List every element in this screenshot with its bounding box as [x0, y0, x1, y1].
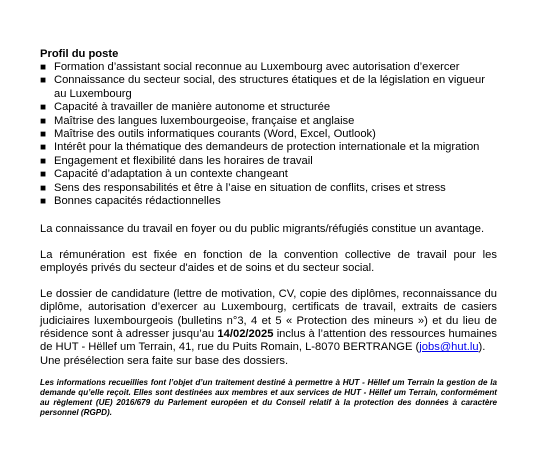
deadline-date: 14/02/2025	[217, 327, 274, 340]
remuneration-paragraph: La rémunération est fixée en fonction de la convention collective de travail pour les employés privés du secteur d'aides et de soins et du secteur social.	[40, 248, 497, 275]
profile-heading: Profil du poste	[40, 48, 119, 60]
bullet-icon: ■	[40, 115, 47, 127]
application-paragraph	[40, 288, 497, 368]
bullet-icon: ■	[40, 102, 47, 114]
bullet-icon: ■	[40, 142, 47, 154]
application-text-end: ).	[478, 341, 486, 354]
profile-item	[40, 182, 497, 195]
spacer	[40, 276, 497, 288]
bullet-icon: ■	[40, 155, 47, 167]
privacy-notice: Les informations recueillies font l’objet d’un traitement destiné à permettre à HUT - Hëllef um Terrain la gestion de la demande qu’elle reçoit. Elles sont destinées aux membres et aux services de HUT - Hëllef um Terrain, conformément au règlement (UE) 2016/679 du Parlement européen et du Conseil relatif à la protection des données à caractère personnel (RGPD).	[40, 378, 497, 418]
profile-item	[40, 141, 497, 154]
profile-item-text: Capacité à travailler de manière autonome et structurée	[54, 101, 331, 114]
profile-item	[40, 195, 497, 208]
profile-item-text: Capacité d’adaptation à un contexte changeant	[54, 168, 288, 181]
bullet-icon: ■	[40, 62, 47, 73]
profile-item-text: Formation d’assistant social reconnue au Luxembourg avec autorisation d’exercer	[54, 61, 460, 73]
application-text-continued: inclus à l’attention des ressources humaines de HUT - Hëllef um Terrain, 41, rue du Puits Romain, L-8070 BERTRANGE (	[40, 327, 498, 354]
profile-item	[40, 101, 497, 114]
bullet-icon: ■	[40, 196, 47, 208]
application-text: Le dossier de candidature (lettre de motivation, CV, copie des diplômes, reconnaissance du diplôme, autorisation d’exercer au Luxembourg, certificats de travail, extraits de casiers judiciaires luxembourgeois (bulletins n°3, 4 et 5 « Protection des mineurs ») et du lieu de résidence sont à adresser jusqu’au	[40, 287, 497, 340]
profile-item	[40, 115, 497, 128]
profile-list	[40, 61, 497, 208]
profile-item-text: Maîtrise des outils informatiques courants (Word, Excel, Outlook)	[54, 128, 376, 141]
profile-item	[40, 61, 497, 74]
profile-item	[40, 168, 497, 181]
spacer	[40, 368, 497, 378]
email-link[interactable]: jobs@hut.lu	[419, 341, 479, 354]
profile-item	[40, 74, 497, 101]
bullet-icon: ■	[40, 129, 47, 141]
profile-item-text: Intérêt pour la thématique des demandeurs de protection internationale et la migration	[54, 141, 480, 154]
spacer	[40, 237, 497, 249]
spacer	[40, 208, 497, 223]
profile-item-text: Maîtrise des langues luxembourgeoise, française et anglaise	[54, 114, 355, 127]
profile-item-text: Sens des responsabilités et être à l’aise en situation de conflits, crises et stress	[54, 181, 446, 194]
profile-item-text: Connaissance du secteur social, des structures étatiques et de la législation en vigueur au Luxembourg	[54, 74, 485, 100]
advantage-paragraph: La connaissance du travail en foyer ou du public migrants/réfugiés constitue un avantage.	[40, 223, 485, 236]
profile-item	[40, 155, 497, 168]
bullet-icon: ■	[40, 75, 47, 87]
profile-item-text: Engagement et flexibilité dans les horaires de travail	[54, 154, 313, 167]
preselection-text: Une présélection sera faite sur base des dossiers.	[40, 354, 289, 367]
bullet-icon: ■	[40, 169, 47, 181]
profile-item	[40, 128, 497, 141]
bullet-icon: ■	[40, 182, 47, 194]
profile-item-text: Bonnes capacités rédactionnelles	[54, 195, 221, 208]
